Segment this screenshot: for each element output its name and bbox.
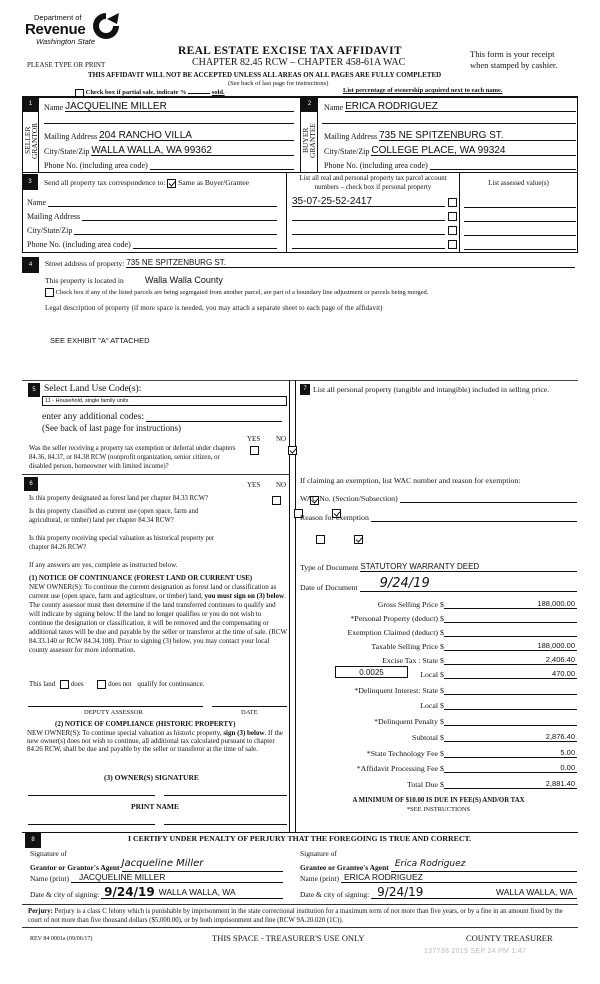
print-name-line-1[interactable] bbox=[28, 824, 155, 825]
land-use-see-back: (See back of last page for instructions) bbox=[42, 423, 181, 433]
section-8-number: 8 bbox=[25, 832, 41, 848]
chapters: CHAPTER 82.45 RCW – CHAPTER 458-61A WAC bbox=[192, 57, 406, 68]
send-correspondence: Send all property tax correspondence to: Same as Buyer/Grantee bbox=[44, 178, 249, 187]
delinquent-penalty-row[interactable]: *Delinquent Penalty $ bbox=[300, 715, 577, 726]
section-4-number: 4 bbox=[22, 257, 39, 273]
minimum-due-note: A MINIMUM OF $10.00 IS DUE IN FEE(S) AND/OR TAX bbox=[352, 797, 525, 804]
grantee-signature-field[interactable]: Grantee or Grantee's Agent Erica Rodriguez bbox=[300, 858, 577, 872]
buyer-address-field[interactable]: Mailing Address 735 NE SPITZENBURG ST. bbox=[324, 130, 576, 141]
personal-property-checkbox[interactable] bbox=[448, 198, 457, 207]
correspondence-name-field[interactable]: Name bbox=[27, 196, 277, 207]
notice-compliance-text: NEW OWNER(S): To continue special valuation as historic property, sign (3) below. If the new owner(s) does not wish to continue, all additional tax calculated pursuant to chapter 84.26 RCW, shall be due and payable by the seller or transferor at the time of sale. bbox=[27, 729, 284, 753]
grantee-signature-of: Signature of bbox=[300, 849, 337, 858]
assessor-date-label: DATE bbox=[241, 709, 258, 716]
divider-3a bbox=[286, 173, 287, 253]
parcel-header: List all real and personal property tax parcel account numbers – check box if personal property bbox=[299, 174, 447, 191]
assessed-value-field[interactable] bbox=[464, 249, 576, 250]
please-type: PLEASE TYPE OR PRINT bbox=[27, 61, 106, 69]
logo-state-text: Washington State bbox=[36, 37, 96, 46]
subtotal-row[interactable]: Subtotal $ 2,876.40 bbox=[412, 732, 575, 742]
partial-sale: Check box if partial sale, indicate % sold. bbox=[75, 87, 225, 97]
buyer-name-field[interactable]: Name ERICA RODRIGUEZ bbox=[324, 101, 576, 112]
exemption-deduct-row[interactable]: Exemption Claimed (deduct) $ bbox=[300, 626, 577, 637]
see-back-instructions: (See back of last page for instructions) bbox=[228, 80, 329, 87]
section-8-topline bbox=[22, 832, 578, 833]
additional-codes-field[interactable]: enter any additional codes: bbox=[42, 410, 282, 422]
receipt-note-2: when stamped by cashier. bbox=[470, 60, 558, 70]
land-use-title: Select Land Use Code(s): bbox=[44, 384, 142, 394]
gross-selling-price-row[interactable]: Gross Selling Price $ 188,000.00 bbox=[377, 599, 575, 609]
forest-land-question: Is this property designated as forest land per chapter 84.33 RCW? bbox=[29, 495, 209, 502]
yes-header: YES bbox=[247, 435, 261, 443]
owner-signature-line-1[interactable] bbox=[28, 795, 155, 796]
assessed-header: List assessed value(s) bbox=[488, 179, 549, 187]
section-6-yes-header: YES bbox=[247, 481, 261, 489]
current-use-question: Is this property classified as current use (open space, farm and agricultural, or timber) land per chapter 84.34 RCW? bbox=[29, 508, 199, 524]
exemption-question: Was the seller receiving a property tax exemption or deferral under chapters 84.36, 84.37, or 84.38 RCW (nonprofit organization, senior citizen, or disabled person, homeowner with limited income)? bbox=[29, 445, 236, 470]
personal-property-checkbox[interactable] bbox=[448, 226, 457, 235]
parcel-row[interactable] bbox=[292, 224, 457, 235]
assessor-date-line[interactable] bbox=[212, 706, 287, 707]
historic-yes-checkbox[interactable] bbox=[316, 535, 325, 544]
seller-name-field[interactable]: Name JACQUELINE MILLER bbox=[44, 101, 294, 112]
document-date-field[interactable]: Date of Document 9/24/19 bbox=[300, 577, 577, 592]
personal-property-checkbox[interactable] bbox=[448, 240, 457, 249]
parcel-row[interactable] bbox=[292, 238, 457, 249]
exemption-claim-label: If claiming an exemption, list WAC number and reason for exemption: bbox=[300, 476, 521, 485]
affidavit-warning: THIS AFFIDAVIT WILL NOT BE ACCEPTED UNLESS ALL AREAS ON ALL PAGES ARE FULLY COMPLETED bbox=[88, 71, 442, 79]
state-technology-fee-row[interactable]: *State Technology Fee $ 5.00 bbox=[366, 748, 575, 758]
does-not-qualify-checkbox[interactable] bbox=[97, 680, 106, 689]
excise-tax-local-row[interactable]: Local $ 470.00 bbox=[420, 669, 575, 679]
notice-compliance-title: (2) NOTICE OF COMPLIANCE (HISTORIC PROPERTY) bbox=[55, 720, 236, 728]
section-5-7-topline bbox=[22, 380, 578, 381]
logo-swoosh-icon bbox=[90, 10, 122, 42]
correspondence-phone-field[interactable]: Phone No. (including area code) bbox=[27, 238, 277, 249]
historic-no-checkbox[interactable] bbox=[354, 535, 363, 544]
dor-logo bbox=[22, 10, 122, 52]
same-as-buyer-checkbox[interactable] bbox=[167, 179, 176, 188]
receipt-note-1: This form is your receipt bbox=[470, 49, 555, 59]
certify-statement: I CERTIFY UNDER PENALTY OF PERJURY THAT THE FOREGOING IS TRUE AND CORRECT. bbox=[128, 834, 472, 843]
personal-property-checkbox[interactable] bbox=[448, 212, 457, 221]
personal-property-label: List all personal property (tangible and intangible) included in selling price. bbox=[313, 385, 550, 394]
buyer-side-label: BUYER GRANTEE bbox=[301, 112, 318, 173]
deputy-assessor-label: DEPUTY ASSESSOR bbox=[84, 709, 143, 716]
county-value: Walla Walla County bbox=[145, 275, 223, 285]
assessed-value-field[interactable] bbox=[464, 221, 576, 222]
grantor-signature-of: Signature of bbox=[30, 849, 67, 858]
buyer-phone-field[interactable]: Phone No. (including area code) bbox=[324, 159, 576, 170]
legal-description-value[interactable]: SEE EXHIBIT "A" ATTACHED bbox=[50, 336, 150, 345]
section-5-number: 5 bbox=[28, 383, 40, 397]
deputy-assessor-signature-line[interactable] bbox=[28, 706, 203, 707]
document-type-field[interactable]: Type of Document STATUTORY WARRANTY DEED bbox=[300, 561, 577, 572]
local-rate-box[interactable]: 0.0025 bbox=[335, 666, 408, 678]
notice-continuance-text: NEW OWNER(S): To continue the current designation as forest land or classification as current use (open space, farm and agriculture, or timber) land, you must sign on (3) below. The county assessor must then determine if the land transferred continues to qualify and will indicate by signing below. If the land no longer qualifies or you do not wish to continue the designation or classification, it will be removed and the compensating or additional taxes will be due and payable by the seller or transferor at the time of sale. (RCW 84.33.140 or RCW 84.34.108). Prior to signing (3) below, you may contact your local county assessor for more information. bbox=[29, 583, 288, 654]
buyer-city-field[interactable]: City/State/Zip COLLEGE PLACE, WA 99324 bbox=[324, 145, 576, 156]
excise-tax-state-row[interactable]: Excise Tax : State $ 2,406.40 bbox=[382, 655, 575, 665]
form-title: REAL ESTATE EXCISE TAX AFFIDAVIT bbox=[178, 45, 402, 57]
exemption-no-checkbox[interactable] bbox=[288, 446, 297, 455]
assessed-value-field[interactable] bbox=[464, 235, 576, 236]
treasurer-use-only: THIS SPACE - TREASURER'S USE ONLY bbox=[212, 933, 365, 943]
parcel-row[interactable] bbox=[292, 210, 457, 221]
historic-question: Is this property receiving special valuation as historical property per chapter 84.26 RCW? bbox=[29, 535, 215, 551]
delinquent-interest-state-row[interactable]: *Delinquent Interest: State $ bbox=[300, 684, 577, 695]
form-revision: REV 84 0001a (09/06/17) bbox=[30, 936, 93, 942]
county-treasurer-label: COUNTY TREASURER bbox=[466, 933, 553, 943]
grantee-date-city-field[interactable]: Date & city of signing: 9/24/19 WALLA WALLA, WA bbox=[300, 886, 577, 899]
correspondence-address-field[interactable]: Mailing Address bbox=[27, 210, 277, 221]
logo-dept-text: Department of bbox=[34, 13, 82, 22]
seller-city-field[interactable]: City/State/Zip WALLA WALLA, WA 99362 bbox=[44, 145, 294, 156]
buyer-name-line-2[interactable] bbox=[322, 123, 576, 124]
forest-land-yes-checkbox[interactable] bbox=[272, 496, 281, 505]
exemption-yes-checkbox[interactable] bbox=[250, 446, 259, 455]
logo-revenue-text: Revenue bbox=[25, 21, 86, 38]
wac-number-field[interactable]: WAC No. (Section/Subsection) bbox=[300, 492, 577, 503]
section-1-number: 1 bbox=[22, 96, 39, 112]
grantor-signature-field[interactable]: Grantor or Grantor's Agent Jacqueline Miller bbox=[30, 858, 283, 872]
taxable-selling-price-row[interactable]: Taxable Selling Price $ 188,000.00 bbox=[371, 641, 575, 651]
section-6-topline bbox=[22, 474, 289, 475]
correspondence-city-field[interactable]: City/State/Zip bbox=[27, 224, 277, 235]
treasurer-stamp: 137738 2019 SEP 24 PM 1:47 bbox=[424, 948, 527, 955]
street-address-field[interactable]: Street address of property: 735 NE SPITZENBURG ST. bbox=[45, 258, 575, 268]
grantee-print-name-field[interactable]: Name (print) ERICA RODRIGUEZ bbox=[300, 872, 577, 883]
section-3-number: 3 bbox=[22, 174, 38, 190]
continuance-row: This land does does not qualify for continuance. bbox=[29, 680, 205, 689]
located-label: This property is located in bbox=[45, 276, 124, 285]
section-2-number: 2 bbox=[301, 96, 318, 112]
perjury-notice: Perjury: Perjury is a class C felony which is punishable by imprisonment in the state correctional institution for a maximum term of not more than five years, or by a fine in an amount fixed by the court of not more than five thousand dollars ($5,000.00), or by both imprisonment and fine (RCW 9A.20.020 (1C)). bbox=[28, 908, 563, 924]
segregated-checkbox[interactable] bbox=[45, 288, 54, 297]
seller-address-field[interactable]: Mailing Address 204 RANCHO VILLA bbox=[44, 130, 294, 141]
notice-continuance-title: (1) NOTICE OF CONTINUANCE (FOREST LAND OR CURRENT USE) bbox=[29, 574, 253, 582]
section-6-no-header: NO bbox=[276, 481, 287, 489]
partial-sale-percent-field[interactable] bbox=[188, 87, 210, 94]
ownership-note: List percentage of ownership acquired next to each name. bbox=[343, 87, 503, 94]
footer-topline bbox=[22, 904, 578, 905]
section-6-number: 6 bbox=[24, 477, 38, 491]
seller-side-label: SELLER GRANTOR bbox=[22, 112, 39, 173]
grantor-date-city-field[interactable]: Date & city of signing: 9/24/19 WALLA WALLA, WA bbox=[30, 886, 283, 899]
no-header: NO bbox=[276, 435, 287, 443]
print-name-line-2[interactable] bbox=[164, 824, 287, 825]
section-7-number: 7 bbox=[300, 384, 310, 395]
affidavit-processing-fee-row[interactable]: *Affidavit Processing Fee $ 0.00 bbox=[356, 763, 575, 773]
total-due-row[interactable]: Total Due $ 2,881.40 bbox=[407, 779, 575, 789]
does-qualify-checkbox[interactable] bbox=[60, 680, 69, 689]
if-yes-note: If any answers are yes, complete as instructed below. bbox=[29, 561, 178, 569]
personal-property-deduct-row[interactable]: *Personal Property (deduct) $ bbox=[300, 612, 577, 623]
owner-signature-label: (3) OWNER(S) SIGNATURE bbox=[104, 773, 199, 782]
segregated-row: Check box if any of the listed parcels are being segregated from another parcel, are part of a boundary line adjustment or parcels being merged. bbox=[45, 288, 428, 297]
land-use-code-select[interactable]: 11 - Household, single family units bbox=[42, 396, 287, 406]
seller-phone-field[interactable]: Phone No. (including area code) bbox=[44, 159, 294, 170]
delinquent-interest-local-row[interactable]: Local $ bbox=[300, 699, 577, 710]
parcel-row[interactable]: 35-07-25-52-2417 bbox=[292, 196, 457, 207]
grantor-print-name-field[interactable]: Name (print) JACQUELINE MILLER bbox=[30, 872, 283, 883]
assessed-value-field[interactable] bbox=[464, 207, 576, 208]
legal-description-label: Legal description of property (if more space is needed, you may attach a separate sheet to each page of the affidavit) bbox=[45, 304, 383, 312]
print-name-label: PRINT NAME bbox=[131, 802, 179, 811]
seller-name-line-2[interactable] bbox=[44, 123, 294, 124]
owner-signature-line-2[interactable] bbox=[164, 795, 287, 796]
exemption-reason-field[interactable]: Reason for exemption bbox=[300, 511, 577, 522]
footer-bottomline bbox=[22, 927, 578, 928]
see-instructions-note: *SEE INSTRUCTIONS bbox=[406, 806, 471, 813]
